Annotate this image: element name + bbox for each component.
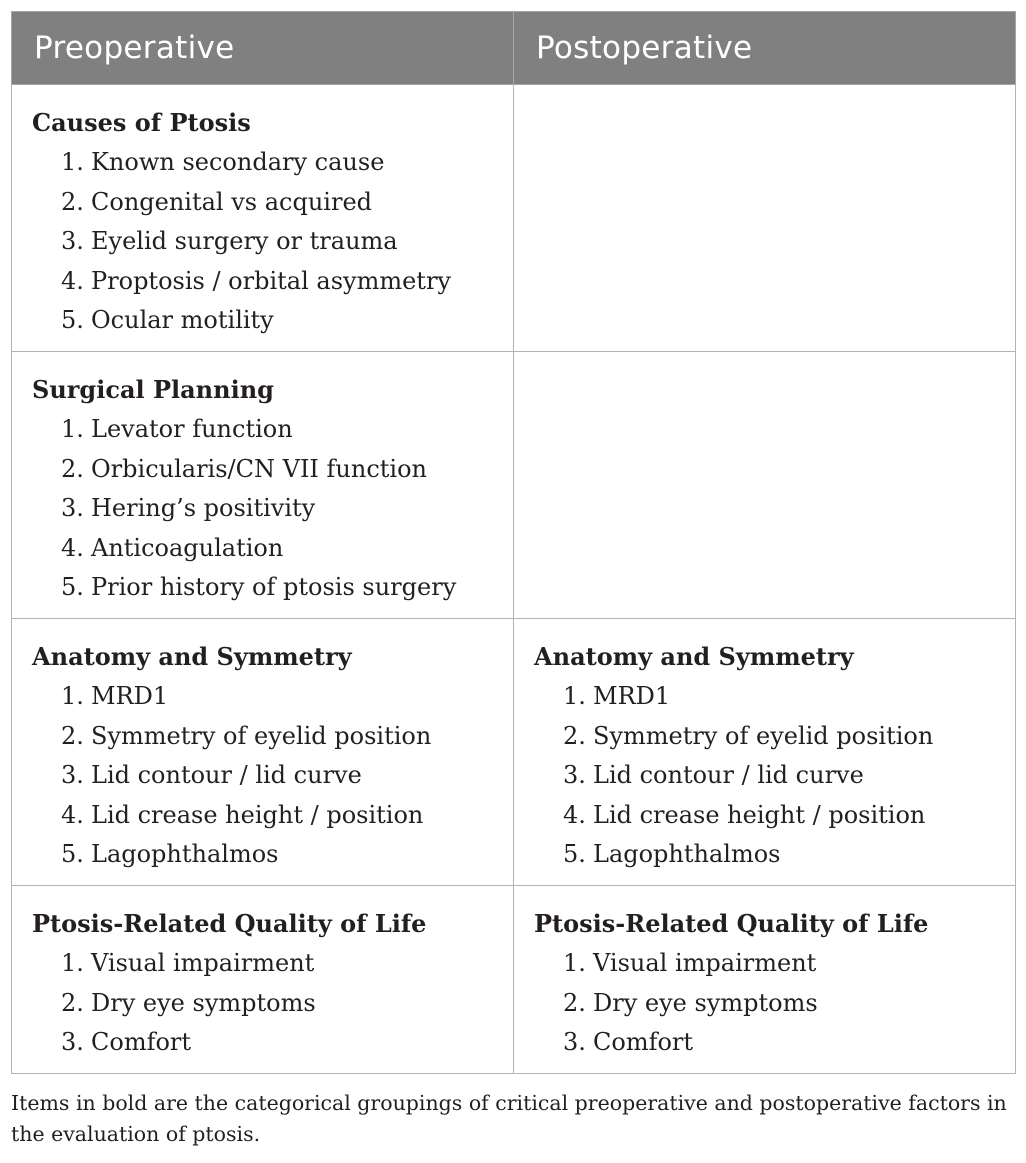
list-item-number: 2. — [61, 721, 84, 750]
list-item-text: Lagophthalmos — [593, 840, 781, 869]
list-item — [32, 489, 493, 529]
list-item-text: Congenital vs acquired — [91, 187, 373, 216]
list-item-number: 2. — [563, 721, 586, 750]
factor-list — [32, 410, 493, 608]
list-item-text: Orbicularis/CN VII function — [91, 454, 427, 483]
list-item — [32, 717, 493, 757]
preoperative-cell — [12, 352, 514, 619]
list-item — [32, 262, 493, 302]
list-item — [534, 717, 995, 757]
list-item-number: 2. — [61, 187, 84, 216]
list-item-number: 1. — [563, 682, 586, 710]
list-item — [534, 984, 995, 1024]
table-row — [12, 85, 1016, 352]
group-title: Anatomy and Symmetry — [32, 642, 352, 671]
factor-list — [32, 677, 493, 875]
list-item — [32, 143, 493, 183]
list-item — [32, 944, 493, 984]
list-item-text: Comfort — [91, 1028, 192, 1057]
list-item-number: 1. — [61, 949, 84, 977]
list-item-text: Comfort — [593, 1028, 694, 1057]
list-item-text: Symmetry of eyelid position — [91, 721, 432, 750]
list-item-text: Lid crease height / position — [593, 800, 926, 829]
list-item-text: MRD1 — [593, 682, 671, 710]
table-header-row — [12, 12, 1016, 85]
list-item-text: Lid contour / lid curve — [91, 761, 362, 790]
list-item — [32, 1023, 493, 1063]
table-row — [12, 619, 1016, 886]
list-item-text: Symmetry of eyelid position — [593, 721, 934, 750]
list-item-number: 3. — [61, 1028, 84, 1057]
group-title: Causes of Ptosis — [32, 108, 251, 137]
list-item — [534, 796, 995, 836]
group-title: Ptosis-Related Quality of Life — [534, 909, 929, 938]
list-item-text: Visual impairment — [91, 949, 315, 977]
list-item-number: 1. — [563, 949, 586, 977]
factor-list — [32, 143, 493, 341]
list-item — [534, 1023, 995, 1063]
list-item-text: MRD1 — [91, 682, 169, 710]
list-item — [32, 410, 493, 450]
list-item-number: 3. — [61, 761, 84, 790]
list-item — [32, 677, 493, 717]
list-item-number: 1. — [61, 415, 84, 443]
preoperative-cell — [12, 85, 514, 352]
list-item — [32, 529, 493, 569]
list-item — [32, 183, 493, 223]
list-item-number: 5. — [563, 840, 586, 869]
list-item-number: 4. — [563, 800, 586, 829]
factor-list — [32, 944, 493, 1063]
list-item-number: 5. — [61, 840, 84, 869]
list-item — [534, 677, 995, 717]
table-footnote: Items in bold are the categorical groupings of critical preoperative and postoperative factors in the evaluation of ptosis. — [11, 1091, 1007, 1146]
list-item-number: 5. — [61, 306, 84, 335]
list-item-number: 2. — [61, 454, 84, 483]
list-item-number: 2. — [61, 988, 84, 1017]
group-title: Anatomy and Symmetry — [534, 642, 854, 671]
list-item-text: Proptosis / orbital asymmetry — [91, 266, 451, 295]
list-item-number: 4. — [61, 266, 84, 295]
list-item — [534, 944, 995, 984]
list-item-number: 3. — [563, 1028, 586, 1057]
list-item-text: Visual impairment — [593, 949, 817, 977]
header-preoperative: Preoperative — [12, 12, 514, 85]
list-item-text: Known secondary cause — [91, 148, 385, 176]
list-item — [32, 796, 493, 836]
list-item — [32, 835, 493, 875]
list-item-text: Ocular motility — [91, 306, 274, 335]
list-item-number: 1. — [61, 682, 84, 710]
factors-table-container — [11, 11, 1015, 1074]
list-item-number: 4. — [61, 533, 84, 562]
list-item-text: Lid contour / lid curve — [593, 761, 864, 790]
list-item-number: 3. — [563, 761, 586, 790]
postoperative-cell — [514, 352, 1016, 619]
header-postoperative: Postoperative — [514, 12, 1016, 85]
list-item-text: Anticoagulation — [91, 533, 284, 562]
list-item-text: Eyelid surgery or trauma — [91, 227, 398, 256]
list-item — [32, 756, 493, 796]
list-item-text: Lid crease height / position — [91, 800, 424, 829]
postoperative-cell — [514, 85, 1016, 352]
table-row — [12, 352, 1016, 619]
postoperative-cell — [514, 886, 1016, 1074]
group-title: Surgical Planning — [32, 375, 274, 404]
list-item-text: Hering’s positivity — [91, 494, 316, 523]
group-title: Ptosis-Related Quality of Life — [32, 909, 427, 938]
list-item-number: 4. — [61, 800, 84, 829]
list-item — [32, 984, 493, 1024]
table-row — [12, 886, 1016, 1074]
list-item — [534, 835, 995, 875]
list-item-text: Levator function — [91, 415, 293, 443]
preoperative-cell — [12, 619, 514, 886]
list-item-text: Dry eye symptoms — [593, 988, 818, 1017]
list-item-number: 3. — [61, 227, 84, 256]
list-item — [32, 301, 493, 341]
list-item-text: Lagophthalmos — [91, 840, 279, 869]
list-item-number: 3. — [61, 494, 84, 523]
list-item-text: Dry eye symptoms — [91, 988, 316, 1017]
list-item — [32, 222, 493, 262]
list-item-number: 1. — [61, 148, 84, 176]
postoperative-cell — [514, 619, 1016, 886]
list-item — [32, 568, 493, 608]
factor-list — [534, 677, 995, 875]
list-item — [32, 450, 493, 490]
preoperative-cell — [12, 886, 514, 1074]
list-item-text: Prior history of ptosis surgery — [91, 573, 457, 602]
factor-list — [534, 944, 995, 1063]
ptosis-factors-table — [11, 11, 1016, 1074]
list-item-number: 5. — [61, 573, 84, 602]
list-item-number: 2. — [563, 988, 586, 1017]
list-item — [534, 756, 995, 796]
